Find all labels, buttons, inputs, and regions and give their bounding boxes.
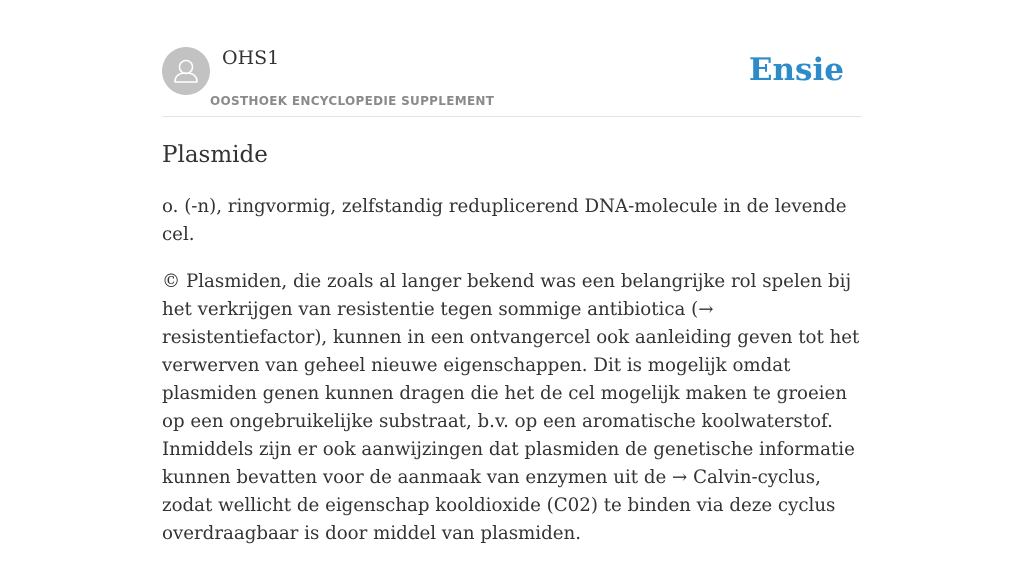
entry-title: Plasmide [162,142,268,168]
entry-body [162,193,862,567]
source-title[interactable]: OHS1 [222,47,280,69]
entry-paragraph: © Plasmiden, die zoals al langer bekend was een belangrijke rol spelen bij het verkrijgen van resistentie tegen sommige antibiotica (→ resistentiefactor), kunnen in een ontvangercel ook aanleiding geven tot het verwerven van geheel nieuwe eigenschappen. Dit is mogelijk omdat plasmiden genen kunnen dragen die het de cel mogelijk maken te groeien op een ongebruikelijke substraat, b.v. op een aromatische koolwaterstof. Inmiddels zijn er ook aanwijzingen dat plasmiden de genetische informatie kunnen bevatten voor de aanmaak van enzymen uit de → Calvin-cyclus, zodat wellicht de eigenschap kooldioxide (C02) te binden via deze cyclus overdraagbaar is door middel van plasmiden. [162,271,860,544]
entry-definition: o. (-n), ringvormig, zelfstandig reduplicerend DNA-molecule in de levende cel. [162,196,847,245]
source-subtitle[interactable]: OOSTHOEK ENCYCLOPEDIE SUPPLEMENT [210,94,495,108]
source-header [162,46,862,117]
user-avatar-icon[interactable] [162,47,210,95]
ensie-logo[interactable]: Ensie [748,52,844,88]
